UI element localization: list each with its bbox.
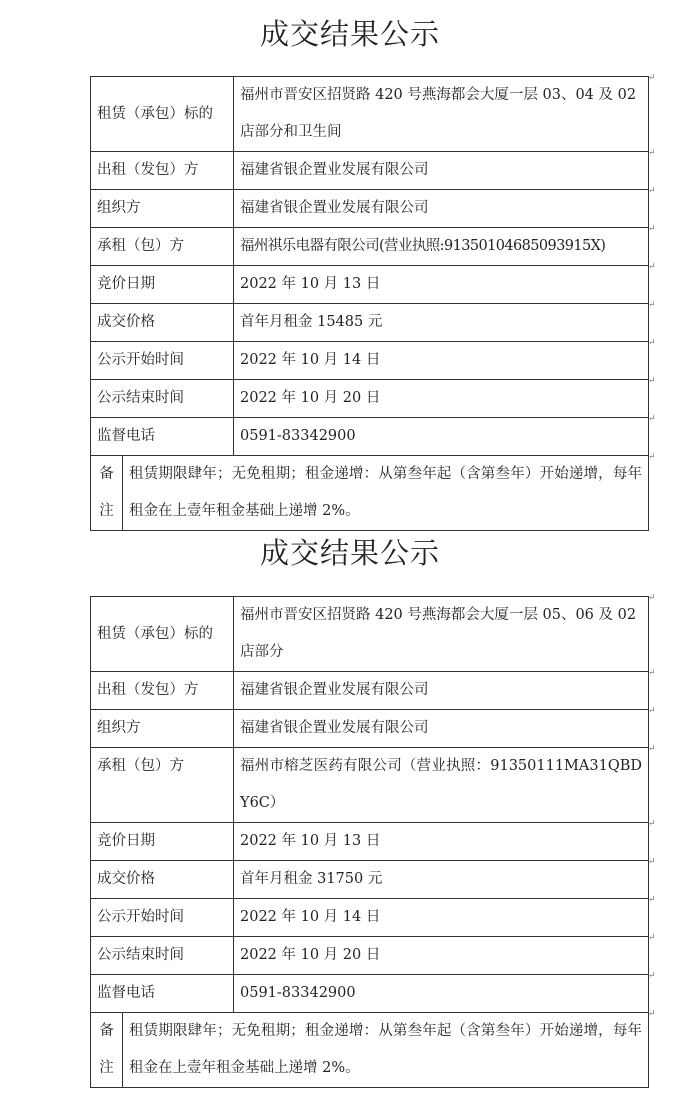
end-time-value: 2022 年 10 月 20 日 [234,380,649,418]
lessee-label: 承租（包）方 [91,748,234,823]
bid-date-value: 2022 年 10 月 13 日 [234,266,649,304]
start-time-value: 2022 年 10 月 14 日 [234,342,649,380]
note-label [91,1013,123,1087]
table-row [91,861,649,899]
phone-value: 0591-83342900 [234,975,649,1013]
return-mark-icon: ↵ [648,261,656,272]
table-row [91,77,649,152]
return-mark-icon: ↵ [648,856,656,867]
return-mark-icon: ↵ [648,1008,656,1019]
return-mark-icon: ↵ [648,147,656,158]
lessor-label: 出租（发包）方 [91,152,234,190]
start-time-label: 公示开始时间 [91,342,234,380]
return-mark-icon: ↵ [648,970,656,981]
lessee-value: 福州祺乐电器有限公司(营业执照:91350104685093915X) [234,228,649,266]
organizer-value: 福建省银企置业发展有限公司 [234,710,649,748]
end-time-label: 公示结束时间 [91,380,234,418]
end-time-label: 公示结束时间 [91,937,234,975]
return-mark-icon: ↵ [648,72,656,83]
phone-value: 0591-83342900 [234,418,649,456]
table-row [91,975,649,1013]
table-row [91,228,649,266]
return-mark-icon: ↵ [648,299,656,310]
return-mark-icon: ↵ [648,667,656,678]
note-text: 租赁期限肆年；无免租期；租金递增：从第叁年起（含第叁年）开始递增，每年租金在上壹年租金基础上递增 2%。 [129,1023,642,1076]
table-row [91,710,649,748]
table-row [91,342,649,380]
lessor-label: 出租（发包）方 [91,672,234,710]
subject-value: 福州市晋安区招贤路 420 号燕海都会大厦一层 05、06 及 02 店部分 [234,597,649,672]
end-time-value: 2022 年 10 月 20 日 [234,937,649,975]
table-row [91,899,649,937]
table-row [91,304,649,342]
return-mark-icon: ↵ [648,375,656,386]
table-row [91,1013,649,1088]
return-mark-icon: ↵ [648,705,656,716]
table-row [91,456,649,531]
notice-1-title: 成交结果公示 [259,17,440,51]
bid-date-label: 竞价日期 [91,266,234,304]
note-label-top: 备 [99,466,114,482]
return-mark-icon: ↵ [648,592,656,603]
table-row [91,190,649,228]
return-mark-icon: ↵ [648,818,656,829]
note-cell [91,1013,649,1088]
price-value: 首年月租金 31750 元 [234,861,649,899]
return-mark-icon: ↵ [648,223,656,234]
return-mark-icon: ↵ [648,743,656,754]
phone-label: 监督电话 [91,975,234,1013]
return-mark-icon: ↵ [648,451,656,462]
table-row [91,266,649,304]
table-row [91,418,649,456]
subject-value: 福州市晋安区招贤路 420 号燕海都会大厦一层 03、04 及 02 店部分和卫生间 [234,77,649,152]
bid-date-label: 竞价日期 [91,823,234,861]
return-mark-icon: ↵ [648,337,656,348]
price-value: 首年月租金 15485 元 [234,304,649,342]
table-row [91,823,649,861]
organizer-value: 福建省银企置业发展有限公司 [234,190,649,228]
lessor-value: 福建省银企置业发展有限公司 [234,672,649,710]
organizer-label: 组织方 [91,190,234,228]
phone-label: 监督电话 [91,418,234,456]
return-mark-icon: ↵ [648,894,656,905]
table-row [91,597,649,672]
notice-2-table [90,596,649,1088]
organizer-label: 组织方 [91,710,234,748]
table-row [91,937,649,975]
price-label: 成交价格 [91,304,234,342]
note-label-top: 备 [99,1023,114,1039]
price-label: 成交价格 [91,861,234,899]
start-time-value: 2022 年 10 月 14 日 [234,899,649,937]
bid-date-value: 2022 年 10 月 13 日 [234,823,649,861]
start-time-label: 公示开始时间 [91,899,234,937]
return-mark-icon: ↵ [648,413,656,424]
table-row [91,380,649,418]
note-text: 租赁期限肆年；无免租期；租金递增：从第叁年起（含第叁年）开始递增，每年租金在上壹年租金基础上递增 2%。 [129,466,642,519]
lessor-value: 福建省银企置业发展有限公司 [234,152,649,190]
table-row [91,748,649,823]
note-label-bottom: 注 [99,1060,114,1076]
notice-2-title: 成交结果公示 [259,536,440,570]
lessee-value: 福州市榕芝医药有限公司（营业执照：91350111MA31QBDY6C） [234,748,649,823]
lessee-label: 承租（包）方 [91,228,234,266]
return-mark-icon: ↵ [648,185,656,196]
note-label-bottom: 注 [99,503,114,519]
return-mark-icon: ↵ [648,932,656,943]
notice-1-table [90,76,649,531]
subject-label: 租赁（承包）标的 [91,597,234,672]
note-cell [91,456,649,531]
table-row [91,672,649,710]
table-row [91,152,649,190]
note-label [91,456,123,530]
subject-label: 租赁（承包）标的 [91,77,234,152]
